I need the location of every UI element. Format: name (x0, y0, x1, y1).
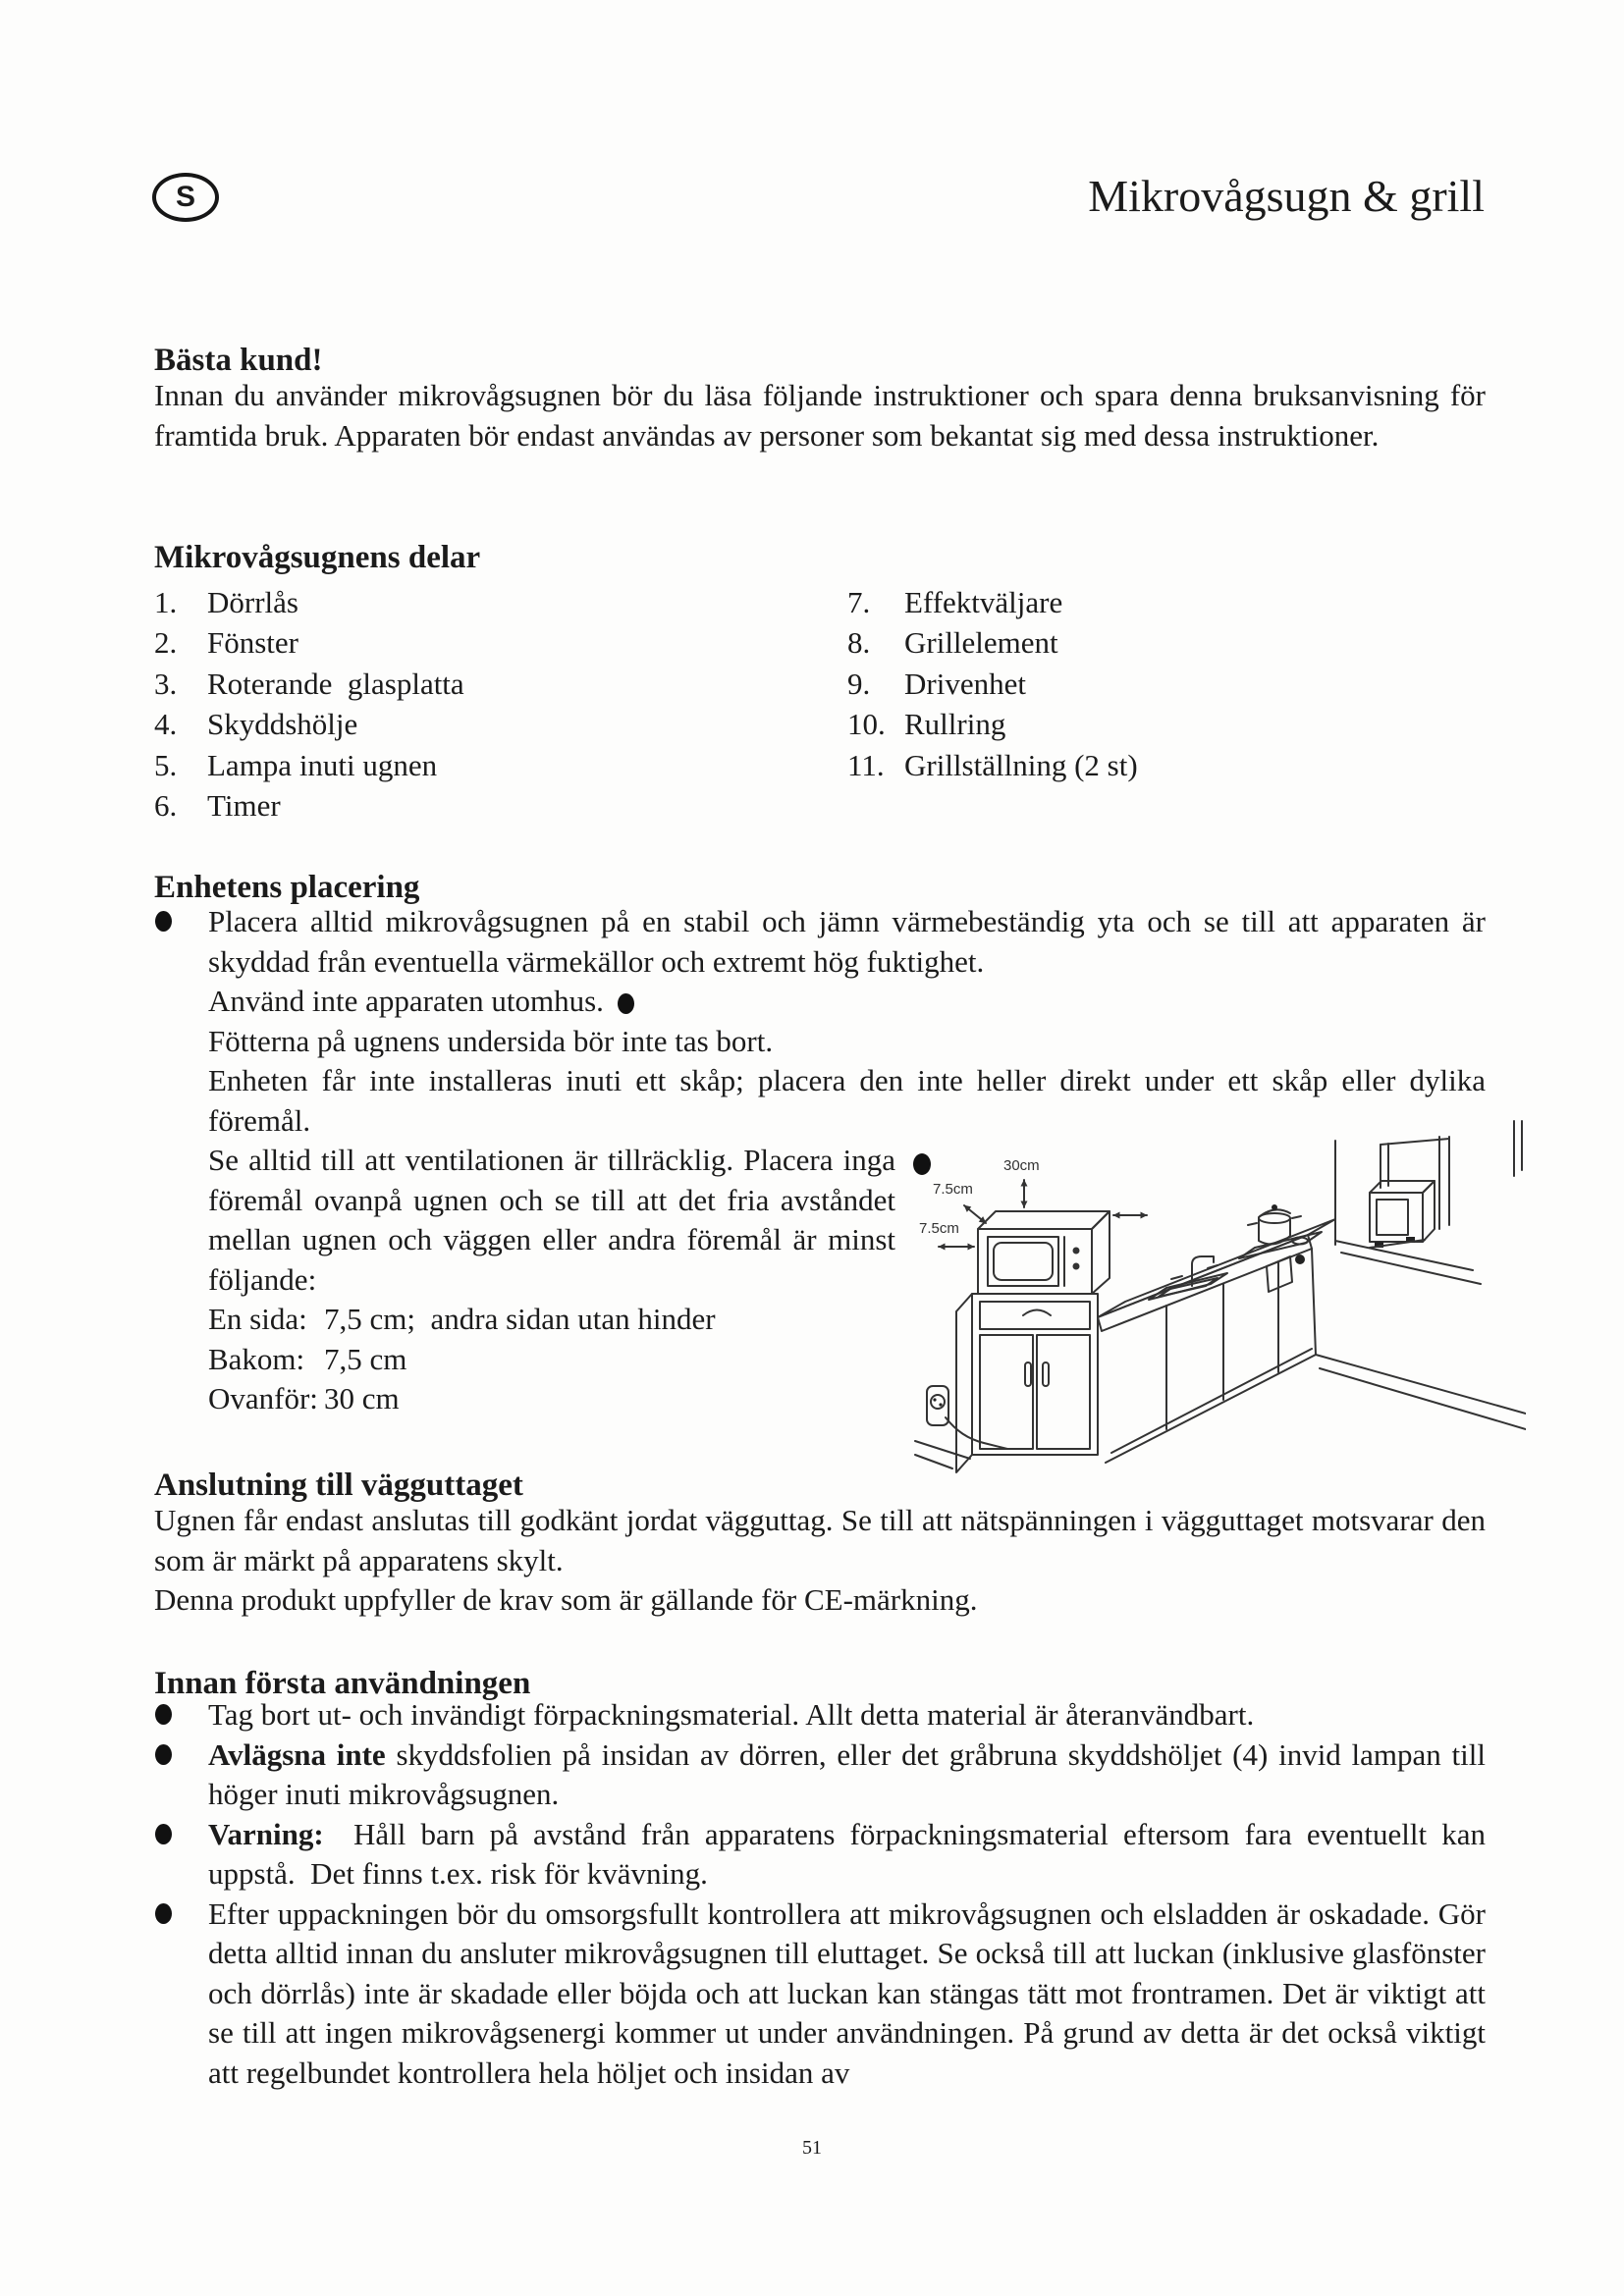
bullet-text: Efter uppackningen bör du omsorgsfullt kontrollera att mikrovågsugnen och elsladden är oskadade. Gör detta alltid innan du ansluter mikrovågsugnen till eluttaget. Se också till att luckan (inklusive glasfönster och dörrlås) inte är skadade eller böjda och att luckan kan stängas tätt mot frontramen. Det är viktigt att se till att ingen mikrovågsenergi kommer ut under användningen. På grund av detta är det också viktigt att regelbundet kontrollera hela höljet och insidan av (208, 1896, 1486, 2090)
parts-item-label: Lampa inuti ugnen (207, 747, 438, 782)
clearance-label: Ovanför: (208, 1381, 318, 1415)
clearance-value: 7,5 cm (324, 1341, 407, 1376)
parts-item-label: Effektväljare (904, 585, 1063, 619)
back-clearance-label: 7.5cm (919, 1220, 959, 1237)
bullet-icon (155, 1744, 172, 1765)
parts-item-number: 2. (154, 625, 178, 661)
clearance-value: 30 cm (324, 1381, 400, 1415)
parts-list-right-column (847, 582, 1138, 785)
clearance-label: En sida: (208, 1302, 307, 1336)
clearance-label: Bakom: (208, 1341, 305, 1376)
bullet-icon (155, 1824, 172, 1844)
parts-item-number: 7. (847, 585, 871, 619)
intro-paragraph: Innan du använder mikrovågsugnen bör du läsa följande instruktioner och spara denna bruksanvisning för framtida bruk. Apparaten bör endast användas av personer som bekantat sig med dessa instruktioner. (154, 378, 1486, 453)
parts-item-number: 4. (154, 707, 178, 742)
parts-item (154, 664, 464, 704)
parts-item-label: Timer (207, 788, 281, 824)
parts-item-label: Grillelement (904, 625, 1058, 661)
parts-item-number: 1. (154, 585, 178, 619)
parts-item (154, 745, 464, 785)
parts-item-number: 10. (847, 707, 886, 742)
bullet-icon (155, 911, 172, 932)
stray-bullet-dot (913, 1153, 931, 1175)
cabinet (956, 1294, 1098, 1472)
parts-list (154, 582, 1486, 832)
first-use-bullet-item (154, 1695, 1486, 1735)
parts-item-number: 11. (847, 747, 885, 782)
side-clearance-label: 7.5cm (933, 1181, 973, 1198)
placement-bullet-item (154, 902, 1486, 982)
parts-list-left-column (154, 582, 464, 826)
page-number: 51 (802, 2137, 822, 2159)
parts-item (154, 622, 464, 663)
parts-item-number: 6. (154, 788, 178, 824)
parts-item (154, 704, 464, 744)
parts-item-number: 8. (847, 625, 871, 661)
parts-item-label: Skyddshölje (207, 707, 358, 742)
parts-item-label: Fönster (207, 625, 298, 661)
parts-heading: Mikrovågsugnens delar (154, 540, 481, 575)
bullet-text: Håll barn på avstånd från apparatens förpackningsmaterial eftersom fara eventuellt kan uppstå. Det finns t.ex. risk för kvävning. (208, 1816, 1486, 1891)
bullet-icon (155, 1704, 172, 1725)
niche-microwave-icon (1370, 1181, 1435, 1248)
language-badge (152, 173, 219, 222)
parts-item-label: Drivenhet (904, 666, 1026, 701)
parts-item (847, 745, 1138, 785)
parts-item-label: Grillställning (2 st) (904, 747, 1138, 782)
microwave-icon (978, 1211, 1110, 1294)
first-use-bullet-item (154, 1735, 1486, 1815)
wall-outlet-icon (927, 1386, 1007, 1449)
parts-item (154, 785, 464, 826)
bullet-text: Tag bort ut- och invändigt förpackningsmaterial. Allt detta material är återanvändbart. (208, 1697, 1255, 1732)
connection-paragraph: Ugnen får endast anslutas till godkänt jordat vägguttag. Se till att nätspänningen i vägguttaget motsvarar den som är märkt på apparatens skylt. (154, 1503, 1486, 1577)
top-clearance-label: 30cm (1003, 1157, 1040, 1174)
placement-bullet-text: Placera alltid mikrovågsugnen på en stabil och jämn värmebeständig yta och se till att apparaten är skyddad från eventuella värmekällor och extremt hög fuktighet. (208, 904, 1486, 979)
first-use-heading: Innan första användningen (154, 1666, 531, 1701)
bullet-icon (155, 1903, 172, 1924)
dimension-arrows (919, 1157, 1147, 1247)
placement-note: Se alltid till att ventilationen är tillräcklig. Placera inga föremål ovanpå ugnen och se till att det fria avståndet mellan ugnen och väggen eller andra föremål är minst följande: (208, 1143, 895, 1297)
first-use-bullet-item (154, 1815, 1486, 1895)
parts-item (847, 704, 1138, 744)
bullet-bold-text: Varning: (208, 1816, 324, 1851)
wall-niche (1335, 1121, 1522, 1284)
placement-line-outdoors (154, 982, 1486, 1022)
parts-item (847, 664, 1138, 704)
connection-paragraph-2: Denna produkt uppfyller de krav som är gällande för CE-märkning. (154, 1582, 978, 1617)
parts-item (154, 582, 464, 622)
placement-line-outdoors-text: Använd inte apparaten utomhus. (208, 984, 604, 1018)
page-title: Mikrovågsugn & grill (1088, 171, 1485, 221)
parts-item-number: 5. (154, 747, 178, 782)
parts-item-number: 3. (154, 666, 178, 701)
stray-bullet-icon (618, 993, 634, 1014)
kitchen-placement-illustration (913, 1119, 1526, 1480)
parts-item-number: 9. (847, 666, 871, 701)
first-use-section (154, 1695, 1486, 2093)
parts-item-label: Rullring (904, 707, 1006, 742)
parts-item-label: Dörrlås (207, 585, 298, 619)
placement-line-cabinet: Enheten får inte installeras inuti ett skåp; placera den inte heller direkt under ett skåp eller dylika föremål. (208, 1063, 1486, 1138)
parts-item (847, 622, 1138, 663)
bullet-text: skyddsfolien på insidan av dörren, eller det gråbruna skyddshöljet (4) invid lampan till höger inuti mikrovågsugnen. (208, 1736, 1486, 1811)
clearance-value: 7,5 cm; andra sidan utan hinder (324, 1302, 716, 1336)
placement-heading: Enhetens placering (154, 870, 420, 905)
placement-line-feet: Fötterna på ugnens undersida bör inte tas bort. (208, 1023, 774, 1058)
kitchen-counter (1098, 1219, 1335, 1463)
parts-item (847, 582, 1138, 622)
connection-section (154, 1501, 1486, 1621)
floor-lines (915, 1355, 1526, 1468)
first-use-bullet-item (154, 1895, 1486, 2094)
bullet-bold-text: Avlägsna inte (208, 1736, 386, 1772)
language-badge-letter: S (175, 181, 195, 213)
intro-heading: Bästa kund! (154, 343, 323, 378)
parts-item-label: Roterande glasplatta (207, 666, 464, 701)
connection-heading: Anslutning till vägguttaget (154, 1468, 523, 1503)
